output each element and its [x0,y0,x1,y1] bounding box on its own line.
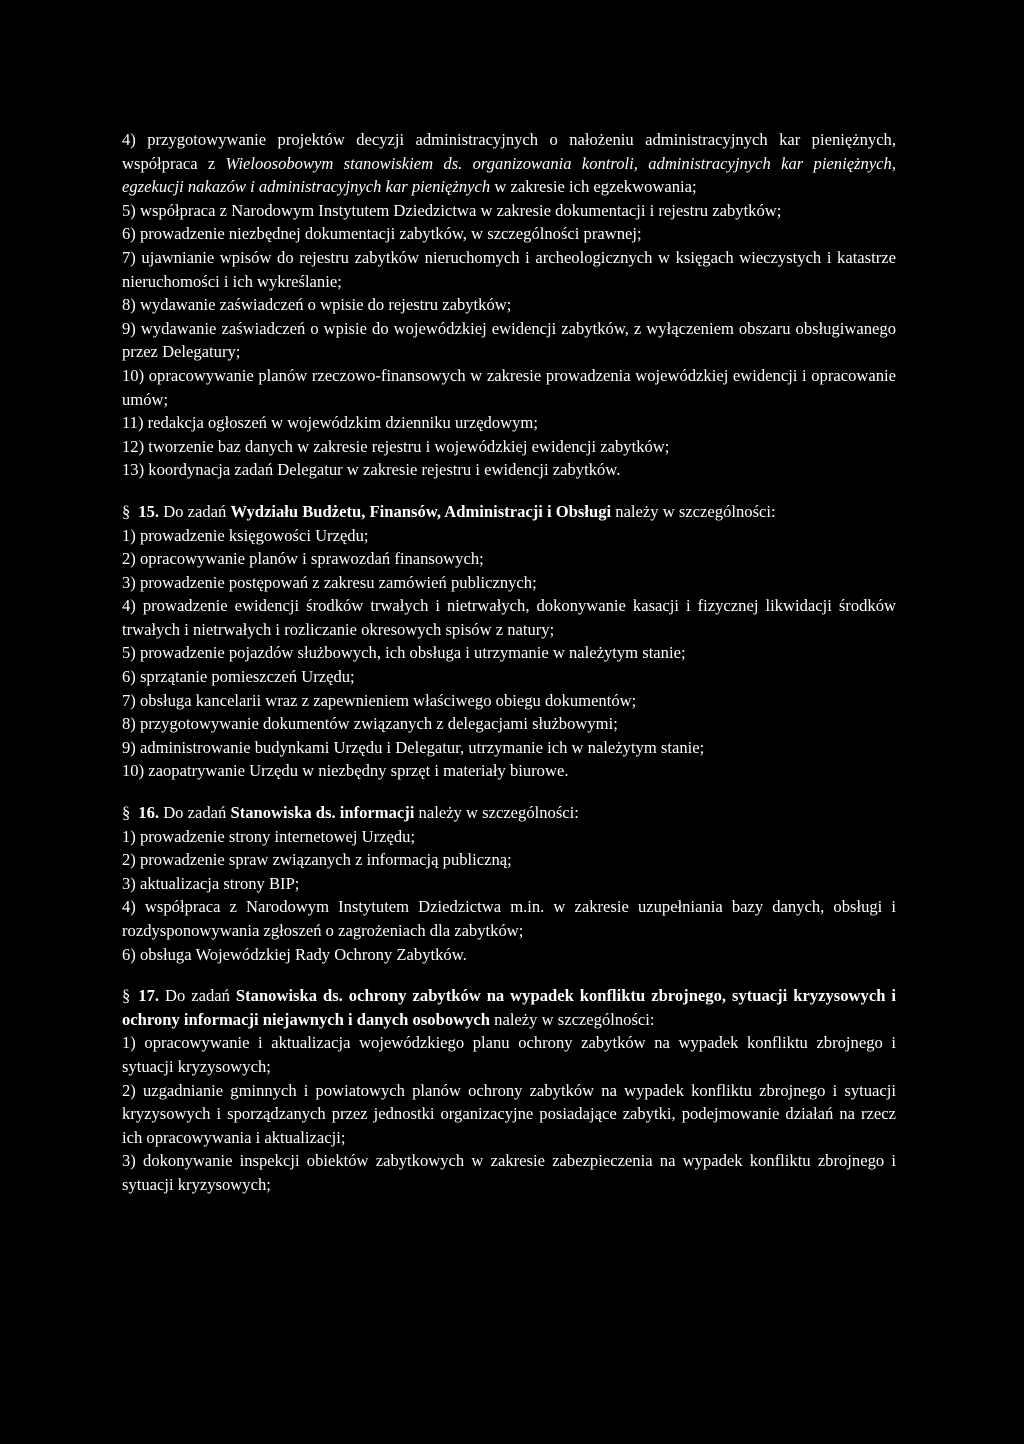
list-item: 1) opracowywanie i aktualizacja wojewódzkiego planu ochrony zabytków na wypadek konfliktu zbrojnego i sytuacji kryzysowych; [122,1033,896,1076]
list-item: 5) prowadzenie pojazdów służbowych, ich obsługa i utrzymanie w należytym stanie; [122,643,686,663]
list-item: 3) prowadzenie postępowań z zakresu zamówień publicznych; [122,572,537,592]
list-item: 3) aktualizacja strony BIP; [122,873,300,893]
text-run: 9) wydawanie zaświadczeń o wpisie do wojewódzkiej ewidencji zabytków, z wyłączeniem obszaru obsługiwanego przez Delegatury; [122,318,896,362]
text-run: 4) przygotowywanie projektów decyzji administracyjnych o nałożeniu administracyjnych kar pieniężnych, współpraca z [122,130,896,173]
text-run: Do zadań [159,986,236,1006]
text-run: w zakresie ich egzekwowania; [490,177,697,197]
list-item: 1) prowadzenie księgowości Urzędu; [122,525,369,545]
text-run: 6) prowadzenie niezbędnej dokumentacji zabytków, w szczególności prawnej; [122,224,642,244]
paragraph-sign: § [122,986,131,1006]
list-item [122,246,896,293]
section-block [122,500,896,783]
list-item [122,199,896,223]
list-item: 2) prowadzenie spraw związanych z informacją publiczną; [122,850,512,870]
text-run: Do zadań [159,803,231,823]
list-item: 7) obsługa kancelarii wraz z zapewnieniem właściwego obiegu dokumentów; [122,690,637,710]
list-item: 6) sprzątanie pomieszczeń Urzędu; [122,667,355,687]
sections-container [122,500,896,1197]
list-item [122,458,896,482]
text-run: należy w szczególności: [490,1009,655,1029]
section-heading [122,801,896,825]
paragraph-sign: § [122,803,131,823]
text-run: 13) koordynacja zadań Delegatur w zakresie rejestru i ewidencji zabytków. [122,460,621,480]
text-run: 5) współpraca z Narodowym Instytutem Dziedzictwa w zakresie dokumentacji i rejestru zabytków; [122,200,782,220]
list-item: 4) współpraca z Narodowym Instytutem Dziedzictwa m.in. w zakresie uzupełniania bazy danych, obsługi i rozdysponowywania zgłoszeń o zagrożeniach dla zabytków; [122,897,896,940]
text-run: 12) tworzenie baz danych w zakresie rejestru i wojewódzkiej ewidencji zabytków; [122,436,670,456]
text-run: należy w szczególności: [611,501,776,521]
list-item [122,411,896,435]
list-item [122,293,896,317]
section-block [122,801,896,966]
list-item: 8) przygotowywanie dokumentów związanych z delegacjami służbowymi; [122,714,618,734]
italic-text: Wieloosobowym stanowiskiem ds. organizowania kontroli, administracyjnych kar pieniężnych, egzekucji nakazów i administracyjnych kar pieniężnych [122,153,896,197]
list-item [122,128,896,199]
text-run: 8) wydawanie zaświadczeń o wpisie do rejestru zabytków; [122,295,512,315]
list-item: 10) zaopatrywanie Urzędu w niezbędny sprzęt i materiały biurowe. [122,761,569,781]
text-run: należy w szczególności: [414,803,579,823]
bold-text: Stanowiska ds. ochrony zabytków na wypadek konfliktu zbrojnego, sytuacji kryzysowych i ochrony informacji niejawnych i danych osobowych [122,986,896,1029]
list-item: 6) obsługa Wojewódzkiej Rady Ochrony Zabytków. [122,944,467,964]
section-heading [122,500,896,524]
text-run: 11) redakcja ogłoszeń w wojewódzkim dzienniku urzędowym; [122,413,538,433]
paragraph-sign: § [122,501,131,521]
list-item: 3) dokonywanie inspekcji obiektów zabytkowych w zakresie zabezpieczenia na wypadek konfliktu zbrojnego i sytuacji kryzysowych; [122,1151,896,1194]
bold-text: Wydziału Budżetu, Finansów, Administracji i Obsługi [230,501,612,521]
text-run: Do zadań [159,501,231,521]
list-item: 2) opracowywanie planów i sprawozdań finansowych; [122,549,484,569]
bold-text: 15. [138,501,160,521]
text-run: 10) opracowywanie planów rzeczowo-finansowych w zakresie prowadzenia wojewódzkiej ewidencji i opracowanie umów; [122,365,896,409]
list-item: 1) prowadzenie strony internetowej Urzędu; [122,826,416,846]
list-item: 4) prowadzenie ewidencji środków trwałych i nietrwałych, dokonywanie kasacji i fizycznej likwidacji środków trwałych i nietrwałych i rozliczanie okresowych spisów z natury; [122,596,896,639]
bold-text: Stanowiska ds. informacji [230,803,415,823]
list-item [122,364,896,411]
list-item: 2) uzgadnianie gminnych i powiatowych planów ochrony zabytków na wypadek konfliktu zbrojnego i sytuacji kryzysowych i sporządzanych przez jednostki organizacyjne posiadające zabytki, podejmowanie działań na rzecz ich opracowywania i aktualizacji; [122,1080,896,1147]
list-item [122,222,896,246]
section-heading [122,984,896,1031]
list-item [122,435,896,459]
list-item: 9) administrowanie budynkami Urzędu i Delegatur, utrzymanie ich w należytym stanie; [122,737,705,757]
bold-text: 16. [138,803,160,823]
text-run: 7) ujawnianie wpisów do rejestru zabytków nieruchomych i archeologicznych w księgach wieczystych i katastrze nieruchomości i ich wykreślanie; [122,247,896,291]
section-block [122,984,896,1196]
bold-text: 17. [138,986,160,1006]
section-14-tail [122,128,896,482]
list-item [122,317,896,364]
